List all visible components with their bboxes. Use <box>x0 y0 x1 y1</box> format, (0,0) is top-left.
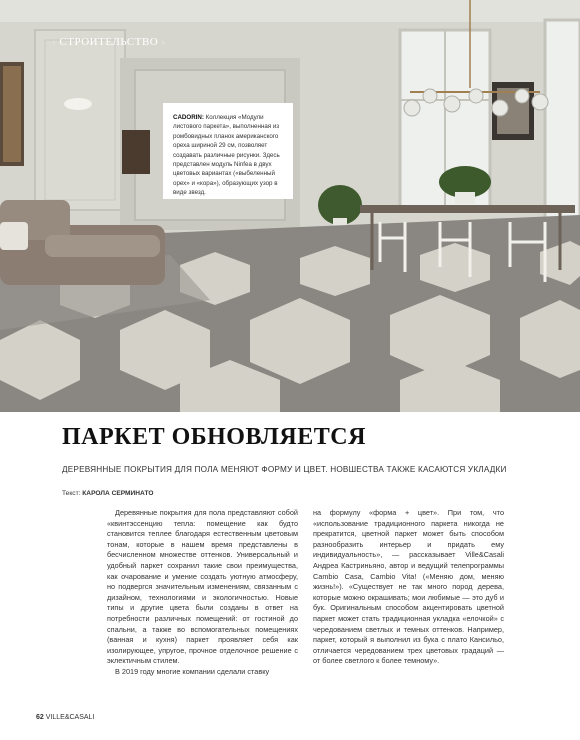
caption-lead: CADORIN: <box>173 114 204 121</box>
author-byline <box>62 490 153 497</box>
photo-caption <box>163 103 293 199</box>
section-tag: ‹ СТРОИТЕЛЬСТВО › <box>52 36 166 48</box>
column1-paragraph-1: Деревянные покрытия для пола представляют собой «квинтэссенцию тепла: помещение как будто становится теплее благодаря естественным цветовым тонам, которые в нашем время представлены в бесчисленном множестве оттенков. Универсальный и удобный паркет сохранил такие свои преимущества, как очарование и умение создать уютную атмосферу, но подвергся значительным изменениям, связанным с дизайном, технологиями и экологичностью. Новые типы и другие цвета были созданы в ответ на потребности различных помещений: от гостиной до спальни, а также во вспомогательных помещениях (ванная и кухня) паркет проявляет себя как изолирующее, упругое, прочное отделочное решение с эклектичным стилем. <box>107 508 298 666</box>
page-folio <box>36 714 94 721</box>
author-label: Текст: <box>62 490 81 497</box>
article-column-1 <box>107 508 298 678</box>
column1-paragraph-2: В 2019 году многие компании сделали ставку <box>115 666 270 676</box>
caption-text: Коллекция «Модули листового паркета», выполненная из ромбовидных планок американского ореха шириной 29 см, позволяет создавать различные рисунки. Здесь представлен модуль Ninfea в двух цветовых вариантах («выбеленный орех» и «кора»), образующих узор в виде звезд. <box>173 114 280 197</box>
magazine-name: VILLE&CASALI <box>45 714 95 721</box>
column2-paragraph-1: на формулу «форма + цвет». При том, что «использование традиционного паркета никогда не прекратится, цветной паркет может быть способом разнообразить интерьер и придать ему индивидуальность», — рассказывает Ville&Casali Андреа Кастриньяно, автор и ведущий телепрограммы Cambio Casa, Cambio Vita! («Меняю дом, меняю жизнь!»). «Существует не так много пород дерева, которые можно окрашивать; мои любимые — это дуб и бук. Оригинальным способом акцентировать цветной паркет может стать традиционная укладка «елочкой» с чередованием светлых и темных оттенков. Например, паркет, который я выполнил из бука с плато Кансильо, отличается чередованием трех цветовых градаций — от более светлого к более темному». <box>313 508 504 666</box>
article-subtitle: ДЕРЕВЯННЫЕ ПОКРЫТИЯ ДЛЯ ПОЛА МЕНЯЮТ ФОРМУ И ЦВЕТ. НОВШЕСТВА ТАКЖЕ КАСАЮТСЯ УКЛАДКИ <box>62 465 507 474</box>
article-headline: ПАРКЕТ ОБНОВЛЯЕТСЯ <box>62 424 366 450</box>
author-name: КАРОЛА СЕРМИНАТО <box>82 490 154 497</box>
article-column-2 <box>313 508 504 667</box>
page-number: 62 <box>36 714 44 721</box>
section-tag-label: СТРОИТЕЛЬСТВО <box>59 36 159 48</box>
